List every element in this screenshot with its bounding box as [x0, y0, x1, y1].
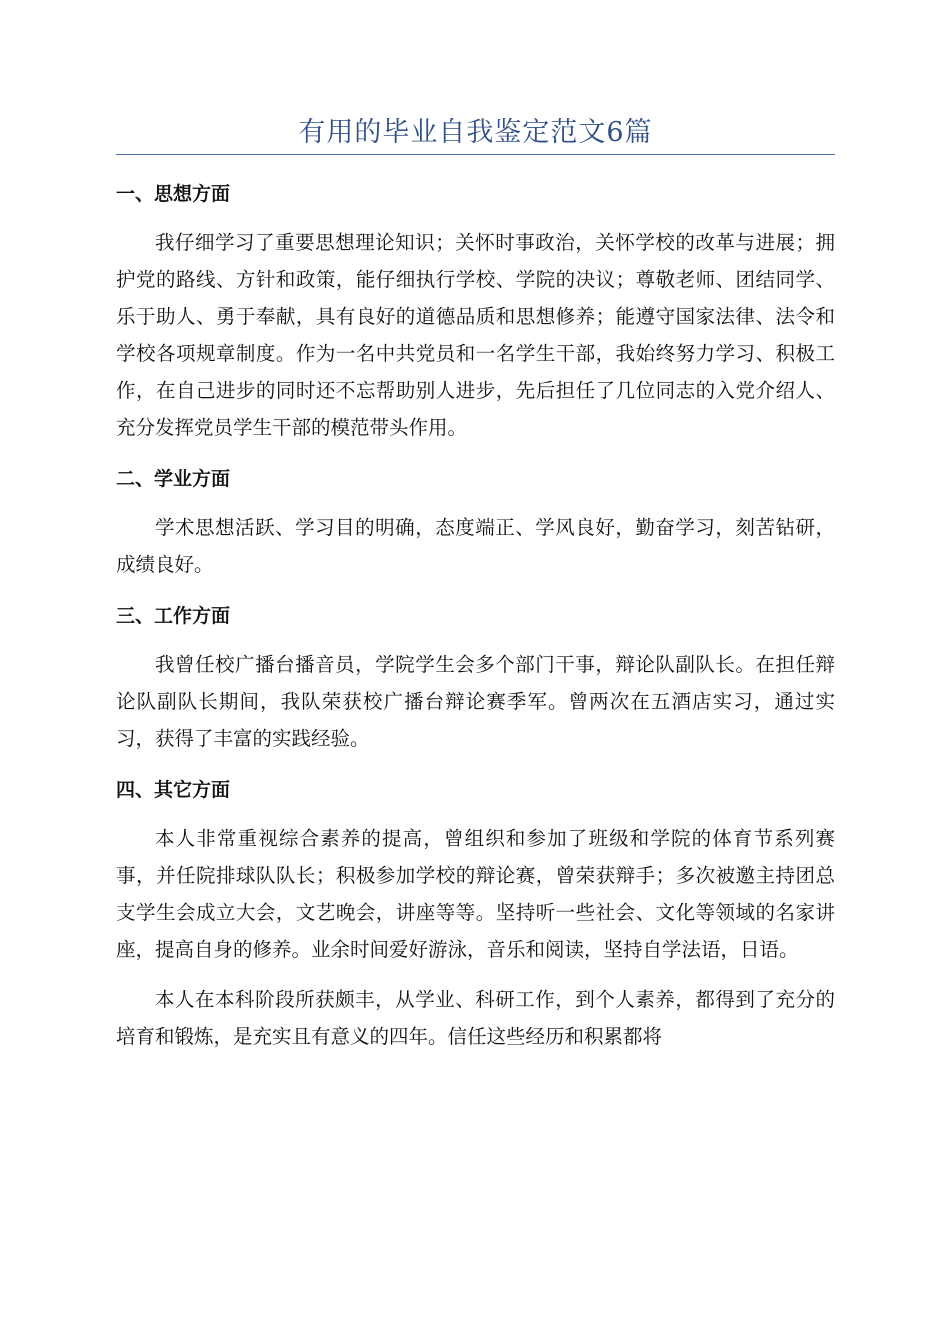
paragraph: 我曾任校广播台播音员，学院学生会多个部门干事，辩论队副队长。在担任辩论队副队长期间，我队荣获校广播台辩论赛季军。曾两次在五酒店实习，通过实习，获得了丰富的实践经验。 [116, 653, 835, 750]
section-heading: 四、其它方面 [116, 779, 231, 801]
title-underline [116, 154, 835, 155]
section-heading: 一、思想方面 [116, 183, 231, 205]
paragraph: 我仔细学习了重要思想理论知识；关怀时事政治，关怀学校的改革与进展；拥护党的路线、方针和政策，能仔细执行学校、学院的决议；尊敬老师、团结同学、乐于助人、勇于奉献，具有良好的道德品质和思想修养；能遵守国家法律、法令和学校各项规章制度。作为一名中共党员和一名学生干部，我始终努力学习、积极工作，在自己进步的同时还不忘帮助别人进步，先后担任了几位同志的入党介绍人、充分发挥党员学生干部的模范带头作用。 [116, 231, 835, 439]
section-work [116, 594, 835, 757]
document-title: 有用的毕业自我鉴定范文6篇 [298, 117, 653, 148]
section-other [116, 768, 835, 1055]
paragraph: 学术思想活跃、学习目的明确，态度端正、学风良好，勤奋学习，刻苦钻研，成绩良好。 [116, 516, 835, 576]
section-study [116, 457, 835, 583]
section-heading: 三、工作方面 [116, 605, 231, 627]
section-heading: 二、学业方面 [116, 468, 231, 490]
paragraph: 本人非常重视综合素养的提高，曾组织和参加了班级和学院的体育节系列赛事，并任院排球队队长；积极参加学校的辩论赛，曾荣获辩手；多次被邀主持团总支学生会成立大会，文艺晚会，讲座等等。坚持听一些社会、文化等领域的名家讲座，提高自身的修养。业余时间爱好游泳，音乐和阅读，坚持自学法语，日语。 [116, 827, 835, 961]
section-thought [116, 172, 835, 446]
document-body [116, 172, 835, 1055]
paragraph: 本人在本科阶段所获颇丰，从学业、科研工作，到个人素养，都得到了充分的培育和锻炼，是充实且有意义的四年。信任这些经历和积累都将 [116, 988, 835, 1048]
